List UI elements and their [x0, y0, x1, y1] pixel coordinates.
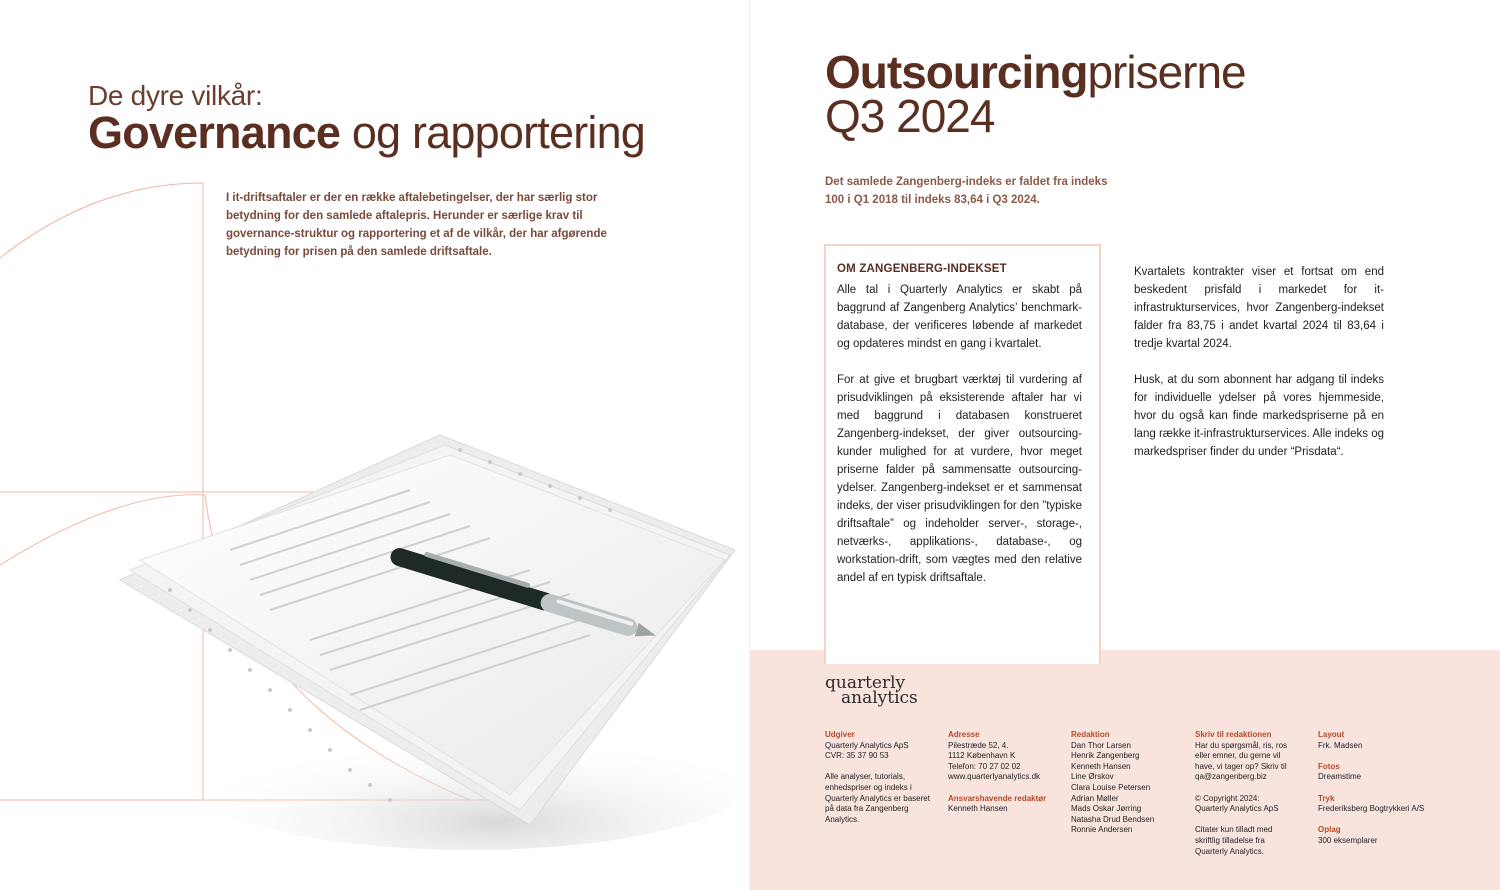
colophon-line: Henrik Zangenberg — [1071, 751, 1140, 761]
left-kicker: De dyre vilkår: — [88, 80, 263, 111]
colophon-udgiver — [825, 730, 930, 825]
info-box-paragraph: For at give et brugbart værktøj til vurdering af prisudviklingen på eksisterende aftaler har vi med baggrund i databasen konstrueret Zangenberg-indekset, der giver outsourcing-kunder mulighed for at vurdere, hvor meget priserne falder på sammensatte outsourcing-ydelser. Zangenberg-indekset er et sammensat indeks, der viser prisudviklingen for den ”typiske driftsaftale” og indeholder server-, storage-, netværks-, applikations-, database-, og workstation-drift, som vægtes med den relative andel af en typisk driftsaftale. — [837, 374, 1082, 584]
colophon-line: Frk. Madsen — [1318, 740, 1363, 750]
left-lead: I it-driftsaftaler er der en række aftalebetingelser, der har særlig stor betydning for den samlede aftalepris. Herunder er særlige krav til governance-struktur og rapportering et af de vilkår, der har afgørende betydning for prisen på den samlede driftsaftale. — [226, 192, 607, 258]
colophon-line: Quarterly Analytics er baseret — [825, 793, 930, 803]
website-link[interactable]: www.quarterlyanalytics.dk — [948, 772, 1041, 782]
colophon-redaktion — [1071, 730, 1154, 836]
colophon-line: © Copyright 2024: — [1195, 793, 1260, 803]
colophon-line: Kenneth Hansen — [948, 804, 1008, 814]
colophon-line: Frederiksberg Bogtrykkeri A/S — [1318, 804, 1425, 814]
colophon-line: Line Ørskov — [1071, 772, 1114, 782]
colophon-heading: Redaktion — [1071, 730, 1110, 739]
logo-line2: analytics — [841, 688, 918, 708]
right-lead: Det samlede Zangenberg-indeks er faldet fra indeks 100 i Q1 2018 til indeks 83,64 i Q3 2024. — [825, 176, 1108, 206]
colophon-heading: Udgiver — [825, 730, 855, 739]
colophon-line: Alle analyser, tutorials, — [825, 772, 906, 782]
left-title — [88, 108, 645, 158]
right-title-bold: Outsourcing — [825, 46, 1088, 98]
colophon-heading: Adresse — [948, 730, 980, 739]
colophon-line: skriftlig tilladelse fra — [1195, 835, 1265, 845]
info-box-paragraph: Alle tal i Quarterly Analytics er skabt på baggrund af Zangenberg Analytics’ benchmark-database, der verificeres løbende af markedet og opdateres mindst en gang i kvartalet. — [837, 284, 1082, 350]
column-paragraph: Husk, at du som abonnent har adgang til indeks for individuelle ydelser på vores hjemmeside, hvor du også kan finde markedspriserne på en lang række it-infrastrukturservices. Alle indeks og markedspriser finder du under “Prisdata“. — [1134, 374, 1384, 458]
right-title-light: priserne — [1087, 46, 1246, 98]
right-title-line2: Q3 2024 — [825, 90, 995, 142]
left-title-bold: Governance — [88, 107, 341, 158]
colophon-line: Quarterly Analytics. — [1195, 846, 1264, 856]
colophon-line: 300 eksemplarer — [1318, 835, 1378, 845]
document-stack-photo — [110, 430, 740, 850]
colophon-heading: Fotos — [1318, 761, 1340, 771]
right-title — [825, 46, 1246, 142]
logo-line1: quarterly — [825, 673, 906, 693]
colophon-line: Pilestræde 52, 4. — [948, 740, 1009, 750]
colophon-line: 1112 København K — [948, 751, 1016, 761]
info-box-heading: OM ZANGENBERG-INDEKSET — [837, 263, 1007, 275]
column-paragraph: Kvartalets kontrakter viser et fortsat om end beskedent prisfald i markedet for it-infrastrukturservices, hvor Zangenberg-indekset falder fra 83,75 i andet kvartal 2024 til 83,64 i tredje kvartal 2024. — [1134, 266, 1384, 350]
colophon-skriv — [1195, 730, 1287, 857]
colophon-heading: Tryk — [1318, 793, 1335, 803]
colophon-line: Kenneth Hansen — [1071, 761, 1131, 771]
colophon-line: på data fra Zangenberg — [825, 804, 909, 814]
colophon-line: eller emner, du gerne vil — [1195, 751, 1281, 761]
colophon-adresse — [948, 730, 1046, 815]
colophon-line: Analytics. — [825, 814, 860, 824]
colophon-line: Quarterly Analytics ApS — [825, 740, 909, 750]
colophon-heading: Skriv til redaktionen — [1195, 730, 1272, 739]
colophon-line: Adrian Møller — [1071, 793, 1119, 803]
info-box-body — [837, 281, 1082, 605]
colophon-line: Natasha Drud Bendsen — [1071, 814, 1155, 824]
colophon-line: Mads Oskar Jørring — [1071, 804, 1142, 814]
colophon-line: enhedspriser og indeks i — [825, 782, 912, 792]
colophon-line: Telefon: 70 27 02 02 — [948, 761, 1021, 771]
right-column-text — [1134, 263, 1384, 479]
colophon-heading: Oplag — [1318, 825, 1341, 835]
colophon-line: Ronnie Andersen — [1071, 825, 1133, 835]
colophon-line: Citater kun tilladt med — [1195, 825, 1273, 835]
colophon-line: Clara Louise Petersen — [1071, 782, 1151, 792]
colophon-line: Dreamstime — [1318, 772, 1362, 782]
colophon-heading: Layout — [1318, 730, 1345, 739]
colophon-line: have, vi tager op? Skriv til — [1195, 761, 1287, 771]
quarterly-analytics-logo — [825, 673, 918, 708]
colophon-line: Har du spørgsmål, ris, ros — [1195, 740, 1288, 750]
colophon-line: CVR: 35 37 90 53 — [825, 751, 889, 761]
colophon-line: Dan Thor Larsen — [1071, 740, 1131, 750]
email-link[interactable]: qa@zangenberg.biz — [1195, 772, 1267, 782]
colophon-line: Quarterly Analytics ApS — [1195, 804, 1279, 814]
colophon-layout — [1318, 730, 1424, 847]
colophon-heading: Ansvarshavende redaktør — [948, 793, 1047, 803]
left-title-light: og rapportering — [351, 107, 646, 158]
